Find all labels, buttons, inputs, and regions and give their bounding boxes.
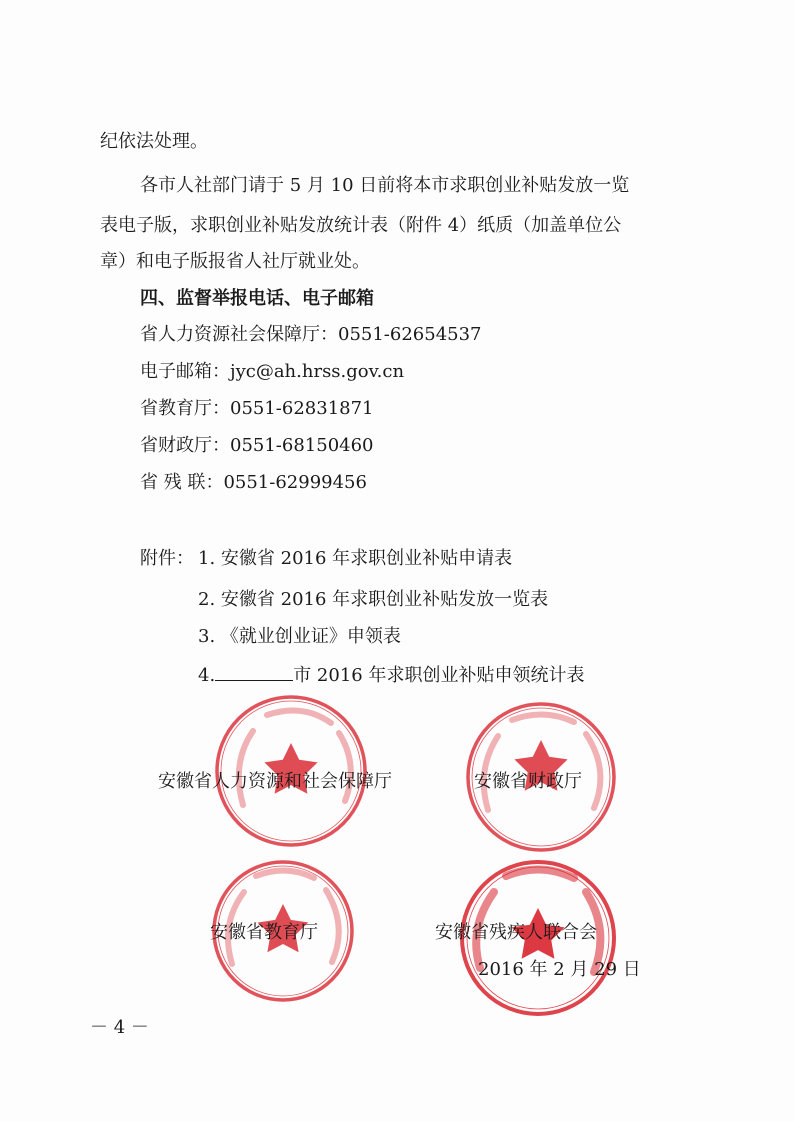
attachment-item-4-prefix: 4. [198, 665, 216, 686]
attachment-item-4-suffix: 市 2016 年求职创业补贴申领统计表 [293, 665, 585, 686]
attachment-item-4 [198, 664, 584, 686]
attachment-item: 2. 安徽省 2016 年求职创业补贴发放一览表 [198, 589, 549, 610]
contact-line-finance: 省财政厅：0551-68150460 [140, 435, 374, 456]
section-heading: 四、监督举报电话、电子邮箱 [140, 288, 374, 309]
contact-line-education: 省教育厅：0551-62831871 [140, 398, 374, 419]
signatory-hrss: 安徽省人力资源和社会保障厅 [158, 771, 392, 792]
signatory-education: 安徽省教育厅 [210, 922, 318, 943]
paragraph-line: 表电子版，求职创业补贴发放统计表（附件 4）纸质（加盖单位公 [100, 215, 622, 236]
attachment-item: 1. 安徽省 2016 年求职创业补贴申请表 [198, 548, 513, 569]
signing-date: 2016 年 2 月 29 日 [478, 959, 641, 980]
signatory-finance: 安徽省财政厅 [474, 771, 582, 792]
contact-line-hrss: 省人力资源社会保障厅：0551-62654537 [140, 324, 482, 345]
contact-line-disabled: 省 残 联：0551-62999456 [140, 472, 367, 493]
attachments-label: 附件： [140, 548, 194, 569]
fill-in-blank [215, 664, 293, 681]
paragraph-end-line: 纪依法处理。 [100, 131, 208, 152]
contact-line-email: 电子邮箱：jyc@ah.hrss.gov.cn [140, 361, 405, 382]
paragraph-line: 章）和电子版报省人社厅就业处。 [100, 251, 370, 272]
signatory-disabled-federation: 安徽省残疾人联合会 [435, 922, 597, 943]
paragraph-line: 各市人社部门请于 5 月 10 日前将本市求职创业补贴发放一览 [140, 175, 630, 196]
page-number: － 4 － [90, 1017, 149, 1038]
attachment-item: 3. 《就业创业证》申领表 [198, 626, 401, 647]
